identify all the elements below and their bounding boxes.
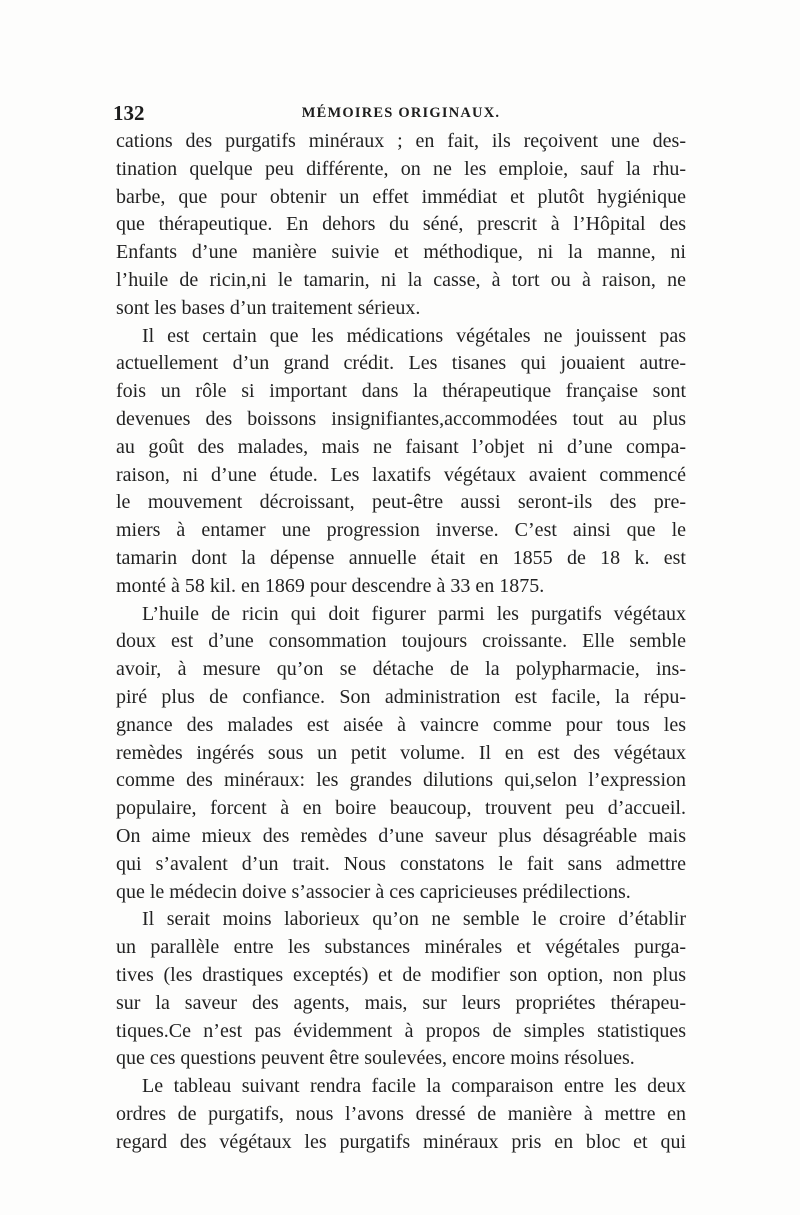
text-line: monté à 58 kil. en 1869 pour descendre à 33 en 1875. bbox=[116, 574, 545, 597]
text-line: que ces questions peuvent être soulevées, encore moins résolues. bbox=[116, 1047, 635, 1070]
text-line: ordres de purgatifs, nous l’avons dressé de manière à mettre en bbox=[116, 1102, 686, 1125]
text-line: populaire, forcent à en boire beaucoup, trouvent peu d’accueil. bbox=[116, 797, 686, 820]
text-line: barbe, que pour obtenir un effet immédiat et plutôt hygiénique bbox=[116, 185, 686, 208]
text-line: tamarin dont la dépense annuelle était en 1855 de 18 k. est bbox=[116, 546, 686, 569]
text-line: le mouvement décroissant, peut-être aussi seront-ils des pre- bbox=[116, 491, 686, 514]
text-line: au goût des malades, mais ne faisant l’objet ni d’une compa- bbox=[116, 435, 686, 458]
text-line: que le médecin doive s’associer à ces capricieuses prédilections. bbox=[116, 880, 631, 903]
text-line: tives (les drastiques exceptés) et de modifier son option, non plus bbox=[116, 963, 686, 986]
text-line: tination quelque peu différente, on ne les emploie, sauf la rhu- bbox=[116, 157, 686, 180]
text-line: avoir, à mesure qu’on se détache de la polypharmacie, ins- bbox=[116, 658, 686, 681]
text-line: devenues des boissons insignifiantes,accommodées tout au plus bbox=[116, 407, 686, 430]
text-line: Enfants d’une manière suivie et méthodique, ni la manne, ni bbox=[116, 241, 686, 264]
text-line: Le tableau suivant rendra facile la comparaison entre les deux bbox=[142, 1075, 686, 1098]
text-line: cations des purgatifs minéraux ; en fait, ils reçoivent une des- bbox=[116, 130, 686, 152]
text-line: doux est d’une consommation toujours croissante. Elle semble bbox=[116, 630, 686, 653]
text-line: Il serait moins laborieux qu’on ne semble le croire d’établir bbox=[142, 908, 686, 931]
text-line: fois un rôle si important dans la thérapeutique française sont bbox=[116, 380, 686, 403]
text-line: comme des minéraux: les grandes dilutions qui,selon l’expression bbox=[116, 769, 686, 792]
text-line: gnance des malades est aisée à vaincre comme pour tous les bbox=[116, 713, 686, 736]
body-text bbox=[116, 128, 686, 1156]
text-line: actuellement d’un grand crédit. Les tisanes qui jouaient autre- bbox=[116, 352, 686, 375]
text-line: miers à entamer une progression inverse. C’est ainsi que le bbox=[116, 519, 686, 542]
text-line: raison, ni d’une étude. Les laxatifs végétaux avaient commencé bbox=[116, 463, 686, 486]
text-line: l’huile de ricin,ni le tamarin, ni la casse, à tort ou à raison, ne bbox=[116, 268, 686, 291]
text-line: L’huile de ricin qui doit figurer parmi les purgatifs végétaux bbox=[142, 602, 686, 625]
page-number: 132 bbox=[113, 101, 145, 125]
text-line: que thérapeutique. En dehors du séné, prescrit à l’Hôpital des bbox=[116, 213, 686, 236]
text-line: Il est certain que les médications végétales ne jouissent pas bbox=[142, 324, 686, 347]
text-line: remèdes ingérés sous un petit volume. Il en est des végétaux bbox=[116, 741, 686, 764]
text-line: piré plus de confiance. Son administration est facile, la répu- bbox=[116, 685, 686, 708]
text-line: tiques.Ce n’est pas évidemment à propos de simples statistiques bbox=[116, 1019, 686, 1042]
text-line: qui s’avalent d’un trait. Nous constatons le fait sans admettre bbox=[116, 852, 686, 875]
text-line: On aime mieux des remèdes d’une saveur plus désagréable mais bbox=[116, 824, 686, 847]
text-line: sur la saveur des agents, mais, sur leurs propriétes thérapeu- bbox=[116, 991, 686, 1014]
page-header bbox=[110, 101, 692, 127]
text-line: regard des végétaux les purgatifs minéraux pris en bloc et qui bbox=[116, 1130, 686, 1153]
text-line: sont les bases d’un traitement sérieux. bbox=[116, 296, 421, 319]
text-line: un parallèle entre les substances minérales et végétales purga- bbox=[116, 936, 686, 959]
running-title: MÉMOIRES ORIGINAUX. bbox=[301, 105, 501, 121]
